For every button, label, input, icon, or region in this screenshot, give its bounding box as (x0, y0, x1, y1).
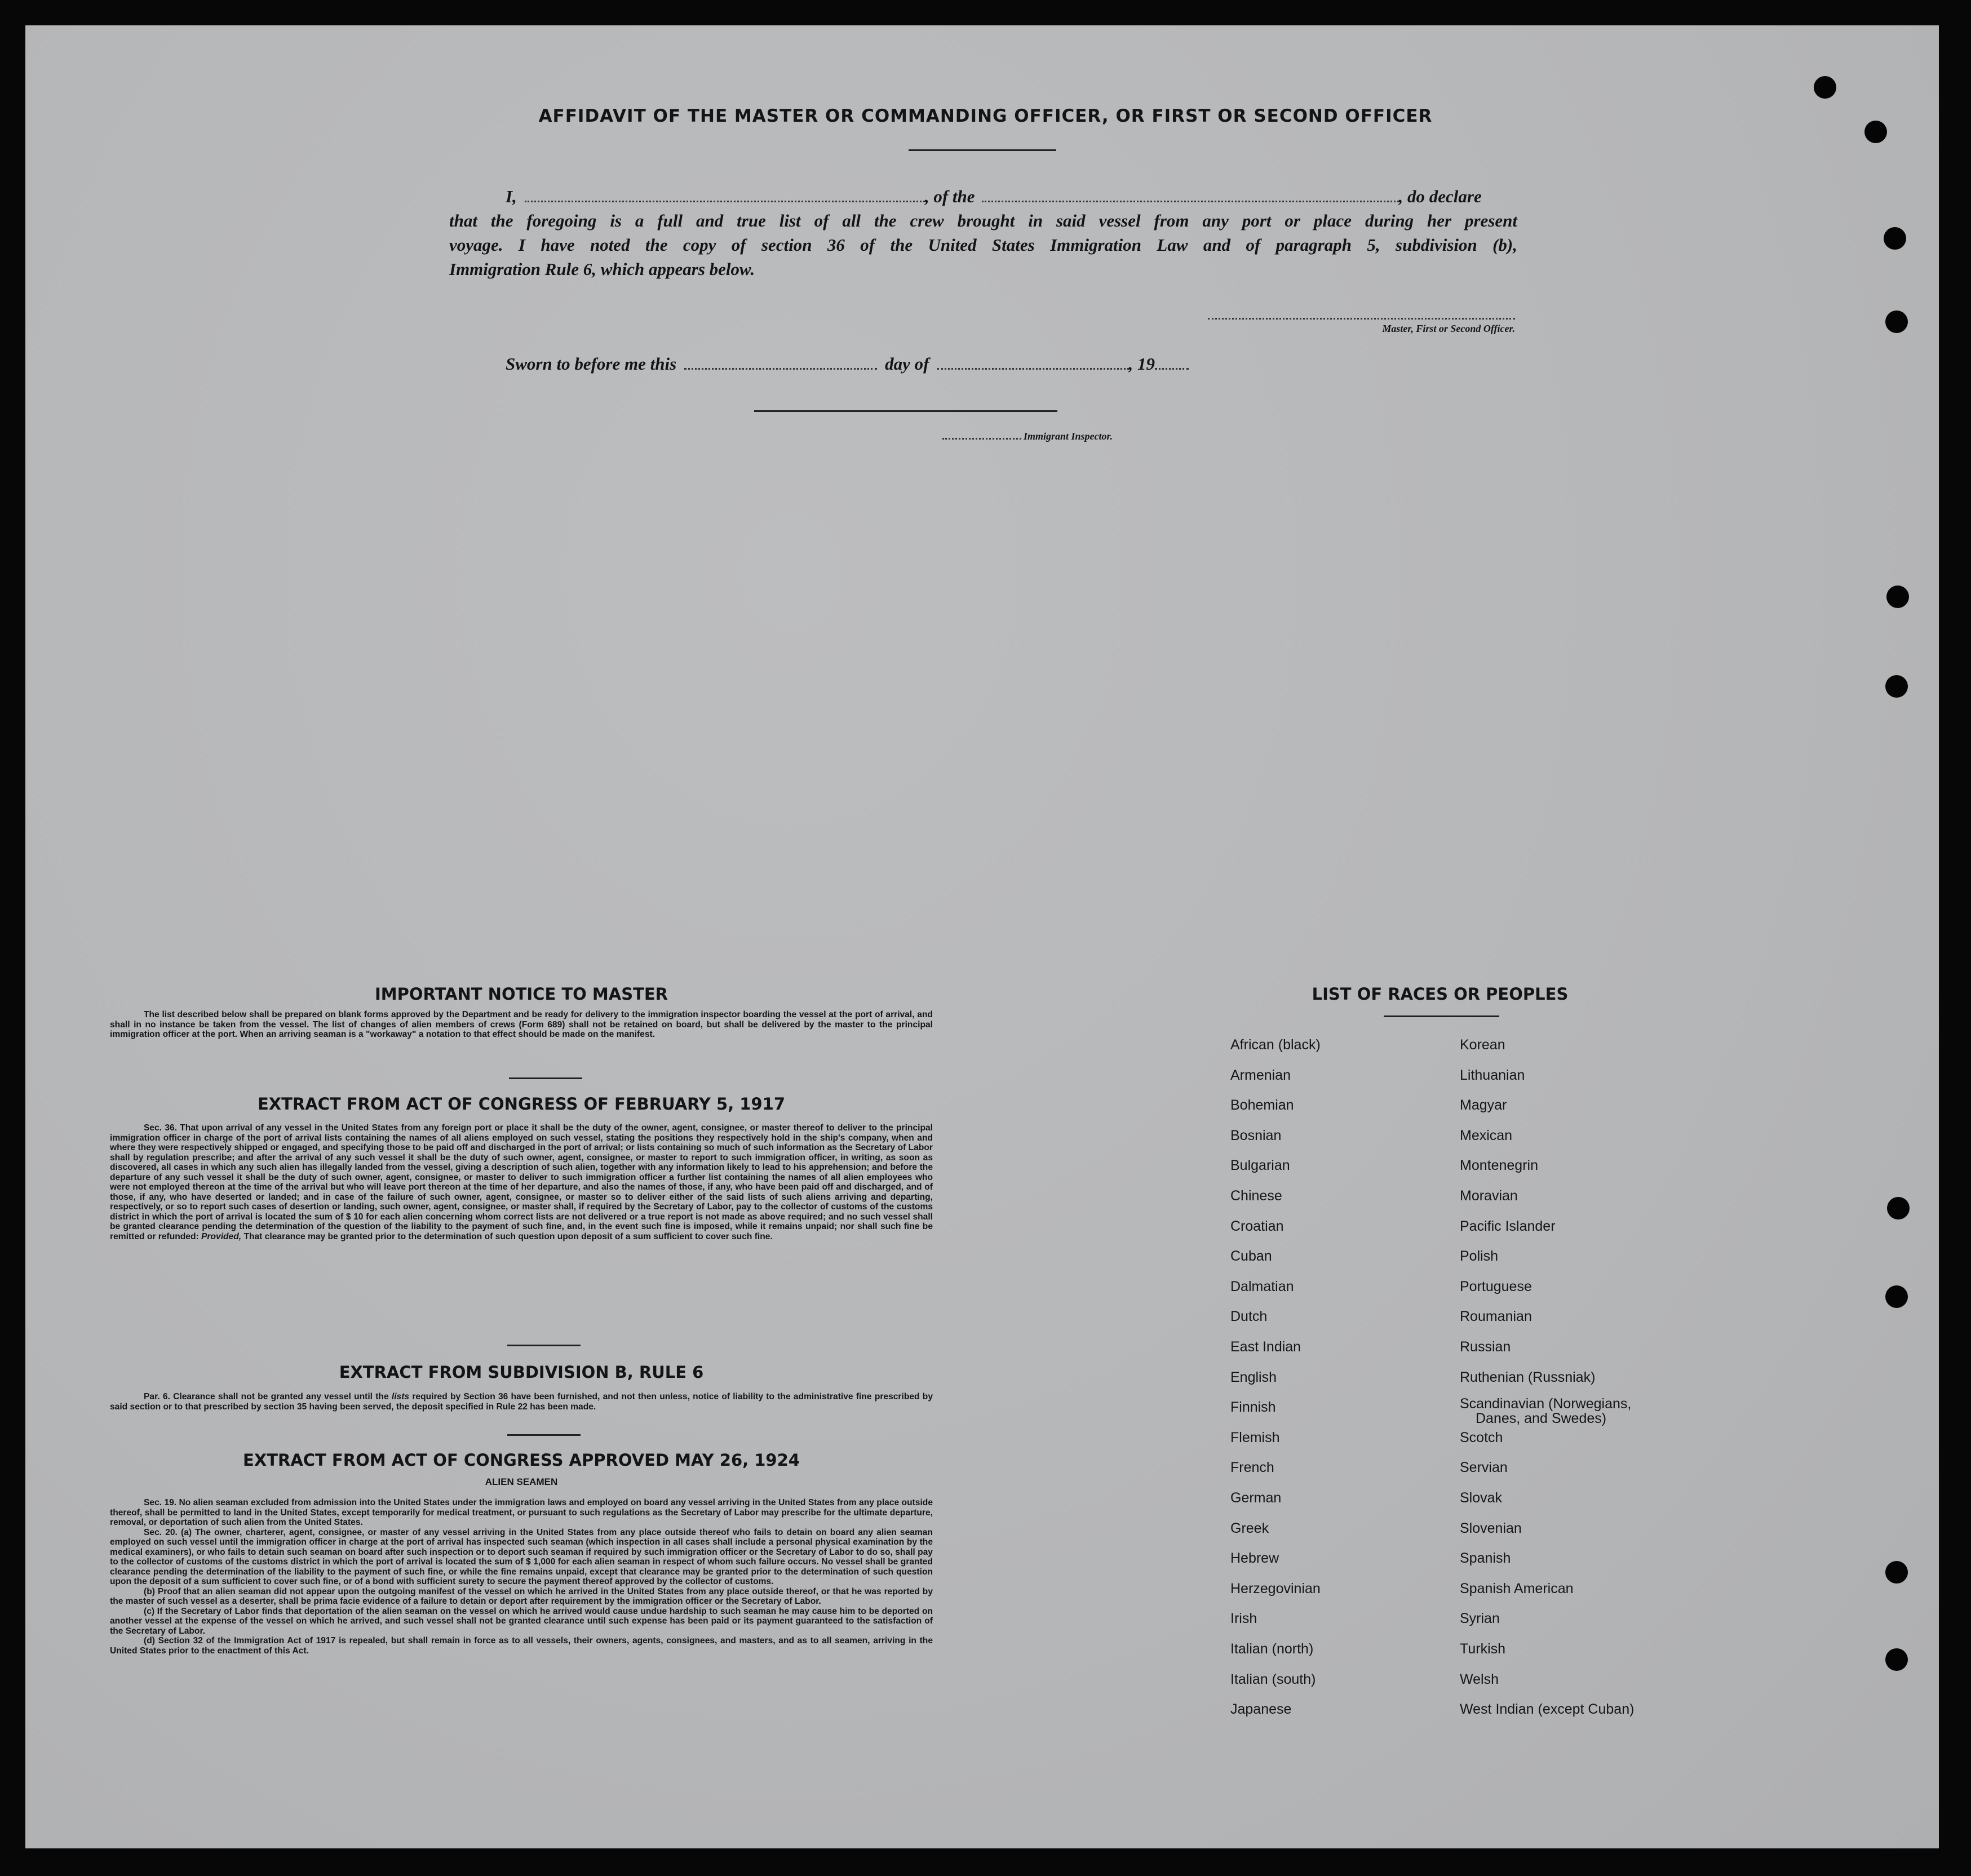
inspector-name-field[interactable] (942, 430, 1021, 440)
punch-hole (1886, 586, 1909, 608)
race-item: Polish (1460, 1248, 1499, 1265)
inspector-label: Immigrant Inspector. (1024, 431, 1113, 442)
affidavit-paragraph (449, 184, 1517, 281)
inspector-signature-rule[interactable] (754, 410, 1057, 412)
punch-hole (1884, 227, 1906, 250)
race-item: Armenian (1230, 1067, 1291, 1083)
affidavit-title: AFFIDAVIT OF THE MASTER OR COMMANDING OFFICER, OR FIRST OR SECOND OFFICER (538, 106, 1433, 126)
notice-text (110, 1010, 933, 1040)
race-item: Lithuanian (1460, 1067, 1525, 1083)
race-item: Irish (1230, 1611, 1257, 1627)
race-item: French (1230, 1460, 1274, 1476)
declarant-name-field[interactable] (525, 188, 925, 202)
declarant-i: I, (506, 187, 517, 206)
lists-text: lists (391, 1392, 410, 1402)
sec-19-paragraph: Sec. 19. No alien seaman excluded from admission into the United States under the immigration laws and employed on board any vessel arriving in the United States from any place outside thereof, shall be permitted to land in the United States, except temporarily for medical treatment, or pursuant to such regulations as the Secretary of Labor may prescribe for the ultimate departure, removal, or deportation of such alien from the United States. (110, 1498, 933, 1527)
race-item-continuation: Danes, and Swedes) (1476, 1411, 1607, 1427)
inspector-line (942, 430, 1113, 442)
race-item: Cuban (1230, 1248, 1272, 1265)
rule-6-text (110, 1392, 933, 1412)
of-the-text: , of the (924, 187, 975, 206)
race-item: Pacific Islander (1460, 1218, 1556, 1234)
declare-text: , do declare (1398, 187, 1482, 206)
sec-20b-paragraph: (b) Proof that an alien seaman did not appear upon the outgoing manifest of the vessel on which he arrived in the United States from any place outside thereof, or that he was reported by the master of such vessel as a deserter, shall be prima facie evidence of a failure to detain or deport after requirement by the immigration officer or the Secretary of Labor. (110, 1586, 933, 1606)
race-item: Mexican (1460, 1127, 1513, 1143)
sec-36-paragraph (110, 1123, 933, 1241)
punch-hole (1814, 76, 1836, 99)
sworn-date-field[interactable] (684, 356, 877, 370)
divider (507, 1345, 581, 1346)
extract-1917-text (110, 1123, 933, 1241)
race-item: Slovenian (1460, 1520, 1522, 1536)
race-item: Dutch (1230, 1309, 1268, 1325)
punch-hole (1885, 1285, 1908, 1308)
race-item: Bosnian (1230, 1127, 1282, 1143)
race-item: Italian (north) (1230, 1641, 1314, 1657)
race-item: Finnish (1230, 1399, 1276, 1416)
races-heading: LIST OF RACES OR PEOPLES (1312, 984, 1569, 1004)
race-item: Roumanian (1460, 1309, 1532, 1325)
punch-hole (1885, 1648, 1908, 1671)
master-signature-line[interactable] (1208, 318, 1515, 320)
race-item: Japanese (1230, 1701, 1292, 1718)
sec-20a-paragraph: Sec. 20. (a) The owner, charterer, agent, consignee, or master of any vessel arriving in the United States from any place outside thereof who fails to detain on board any alien seaman employed on such vessel until the immigration officer in charge at the port of arrival has inspected such seaman (which inspection in all cases shall include a personal physical examination by the medical examiners), or who fails to detain such seaman on board after such inspection or to deport such seaman if required by such immigration officer or the Secretary of Labor to do so, shall pay to the collector of customs of the customs district in which the port of arrival is located the sum of $ 1,000 for each alien seaman in respect of whom such failure occurs. No vessel shall be granted clearance pending the determination of the liability to the payment of such fine, or while the fine remains unpaid, except that clearance may be granted prior to the determination of such question upon the deposit of a sum sufficient to cover such fine, or of a bond with sufficient surety to secure the payment thereof approved by the collector of customs. (110, 1527, 933, 1586)
race-item: East Indian (1230, 1339, 1301, 1355)
race-item: Montenegrin (1460, 1157, 1538, 1174)
race-item: Spanish (1460, 1550, 1511, 1567)
master-signature-label: Master, First or Second Officer. (1382, 323, 1515, 334)
affidavit-line-2: that the foregoing is a full and true list of all the crew brought in said vessel from any port or place during her present (449, 211, 1517, 230)
races-divider (1384, 1015, 1499, 1017)
race-item: Slovak (1460, 1490, 1503, 1506)
race-item: Scotch (1460, 1429, 1503, 1445)
race-item: West Indian (except Cuban) (1460, 1701, 1635, 1718)
race-item: Chinese (1230, 1188, 1282, 1204)
race-item: Herzegovinian (1230, 1580, 1321, 1596)
race-item: Dalmatian (1230, 1278, 1294, 1294)
alien-seamen-subheading: ALIEN SEAMEN (485, 1476, 558, 1487)
race-item: African (black) (1230, 1037, 1321, 1053)
extract-1917-heading: EXTRACT FROM ACT OF CONGRESS OF FEBRUARY 5, 1917 (257, 1094, 786, 1114)
sworn-year-field[interactable] (1155, 356, 1189, 370)
title-divider (909, 149, 1056, 151)
sworn-month-field[interactable] (937, 356, 1129, 370)
divider (507, 1434, 581, 1436)
race-item: Scandinavian (Norwegians, (1460, 1396, 1632, 1412)
race-item: Turkish (1460, 1641, 1506, 1657)
day-of-text: day of (885, 354, 929, 374)
punch-hole (1887, 1197, 1910, 1219)
race-item: Bohemian (1230, 1097, 1294, 1114)
sworn-line (506, 352, 1189, 376)
affidavit-line-3: voyage. I have noted the copy of section 36 of the United States Immigration Law and of paragraph 5, subdivision (b), (449, 235, 1517, 255)
par-6-text-b: required by Section 36 have been furnished, and not then unless, notice of liability to the administrative fine prescribed by said section or to that prescribed by section 35 having been served, the deposit specified in Rule 22 has been made. (110, 1392, 933, 1412)
race-item: Flemish (1230, 1429, 1280, 1445)
race-item: Syrian (1460, 1611, 1500, 1627)
notice-heading: IMPORTANT NOTICE TO MASTER (374, 984, 668, 1004)
race-item: Korean (1460, 1037, 1505, 1053)
race-item: Spanish American (1460, 1580, 1574, 1596)
race-item: Servian (1460, 1460, 1508, 1476)
declaration-line (449, 184, 1517, 209)
par-6-text-a: Par. 6. Clearance shall not be granted any vessel until the (144, 1392, 389, 1402)
race-item: English (1230, 1369, 1277, 1385)
provided-text: Provided, (201, 1231, 242, 1241)
punch-hole (1885, 311, 1908, 333)
race-item: Magyar (1460, 1097, 1507, 1114)
sworn-text: Sworn to before me this (506, 354, 677, 374)
race-item: Ruthenian (Russniak) (1460, 1369, 1596, 1385)
notice-paragraph: The list described below shall be prepared on blank forms approved by the Department and be ready for delivery to the immigration inspector boarding the vessel at the port of arrival, and shall in no instance be taken from the vessel. The list of changes of alien members of crews (Form 689) shall not be retained on board, but shall be delivered by the master to the principal immigration officer at the port. When an arriving seaman is a "workaway" a notation to that effect should be made on the manifest. (110, 1010, 933, 1039)
sec-20c-paragraph: (c) If the Secretary of Labor finds that deportation of the alien seaman on the vessel on which he arrived would cause undue hardship to such seaman he may cause him to be deported on another vessel at the expense of the vessel on which he arrived, and such vessel shall not be granted clearance until such expense has been paid or its payment guaranteed to the satisfaction of the Secretary of Labor. (110, 1606, 933, 1636)
punch-hole (1885, 675, 1908, 698)
race-item: Croatian (1230, 1218, 1284, 1234)
race-item: Italian (south) (1230, 1671, 1316, 1687)
extract-1924-heading: EXTRACT FROM ACT OF CONGRESS APPROVED MAY 26, 1924 (243, 1451, 800, 1470)
sec-36-end-text: That clearance may be granted prior to the determination of such question upon deposit of a sum sufficient to cover such fine. (243, 1231, 773, 1241)
race-item: Greek (1230, 1520, 1269, 1536)
affidavit-line-4: Immigration Rule 6, which appears below. (449, 259, 755, 279)
year-prefix: , 19 (1128, 354, 1155, 374)
extract-1924-text (110, 1498, 933, 1656)
vessel-name-field[interactable] (982, 188, 1399, 202)
race-item: Moravian (1460, 1188, 1518, 1204)
race-item: Welsh (1460, 1671, 1499, 1687)
race-item: Portuguese (1460, 1278, 1532, 1294)
race-item: Hebrew (1230, 1550, 1279, 1567)
divider (509, 1077, 582, 1079)
rule-6-heading: EXTRACT FROM SUBDIVISION B, RULE 6 (339, 1363, 704, 1382)
par-6-paragraph (110, 1392, 933, 1412)
sec-20d-paragraph: (d) Section 32 of the Immigration Act of 1917 is repealed, but shall remain in force as to all vessels, their owners, agents, consignees, and masters, and as to all seamen, arriving in the United States prior to the enactment of this Act. (110, 1636, 933, 1656)
sec-36-text: Sec. 36. That upon arrival of any vessel in the United States from any foreign port or place it shall be the duty of the owner, agent, consignee, or master thereof to deliver to the principal immigration officer in charge of the port of arrival lists containing the names of all aliens employed on such vessel, stating the positions they respectively hold in the ship's company, when and where they were respectively shipped or engaged, and specifying those to be paid off and discharged in the port of arrival; or lists containing so much of such information as the Secretary of Labor shall by regulation prescribe; and after the arrival of any such vessel it shall be the duty of such owner, agent, consignee, or master to report to such immigration officer, in writing, as soon as discovered, all cases in which any such alien has illegally landed from the vessel, giving a description of such alien, together with any information likely to lead to his apprehension; and before the departure of any such vessel it shall be the duty of such owner, agent, consignee, or master to deliver to such immigration officer a further list containing the names of all alien employees who were not employed thereon at the time of the arrival but who will leave port thereon at the time of her departure, and also the names of those, if any, who have been paid off and discharged, and of those, if any, who have deserted or landed; and in case of the failure of such owner, agent, consignee, or master so to deliver either of the said lists of such aliens arriving and departing, respectively, or so to report such cases of desertion or landing, such owner, agent, consignee, or master shall, if required by the Secretary of Labor, pay to the collector of customs of the customs district in which the port of arrival is located the sum of $ 10 for each alien concerning whom correct lists are not delivered or a true report is not made as above required; and no such vessel shall be granted clearance pending the determination of the question of the liability to the payment of such fine, and, in the event such fine is imposed, while it remains unpaid; nor shall such fine be remitted or refunded: (110, 1123, 933, 1241)
punch-hole (1885, 1561, 1908, 1584)
race-item: Bulgarian (1230, 1157, 1290, 1174)
race-item: Russian (1460, 1339, 1511, 1355)
race-item: German (1230, 1490, 1282, 1506)
